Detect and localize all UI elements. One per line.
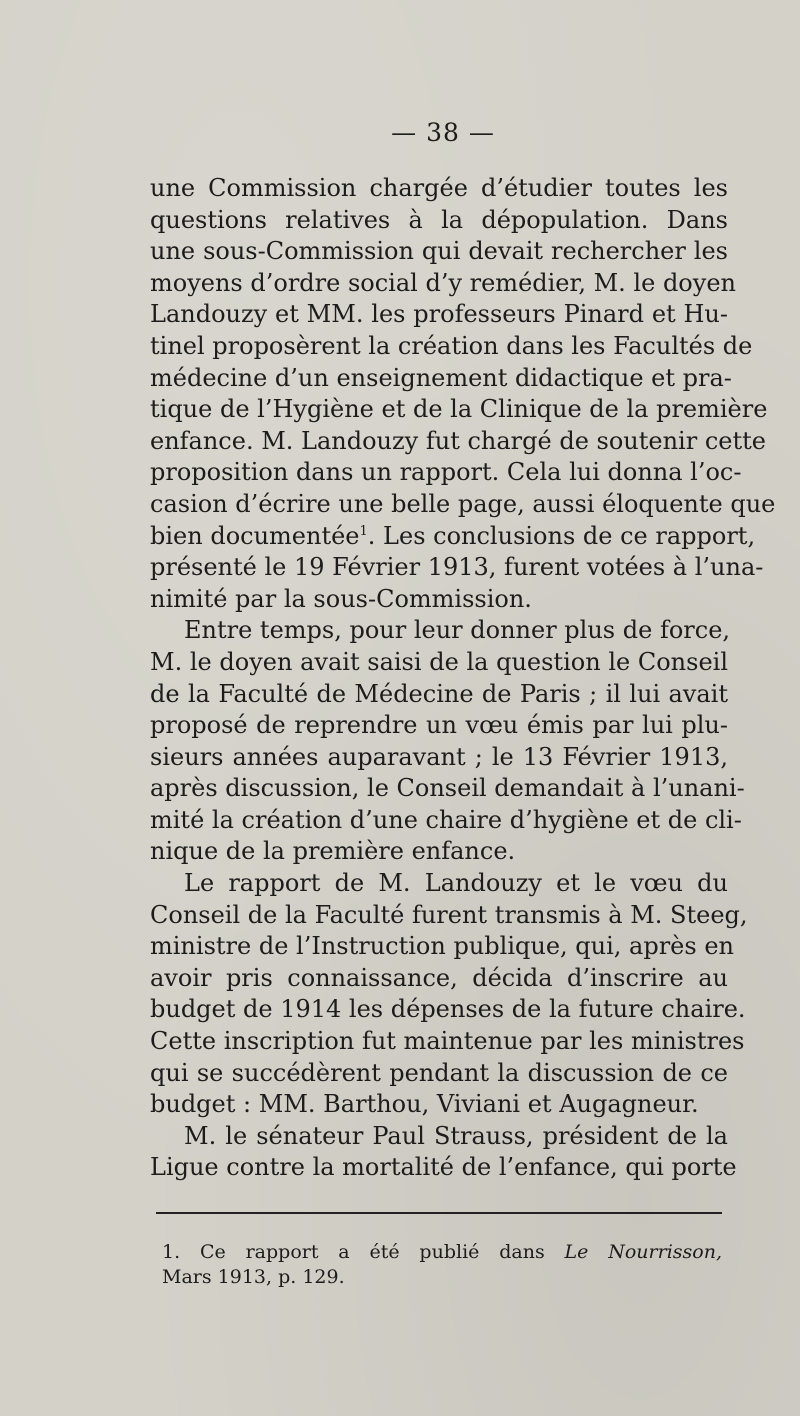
text-line: M. le doyen avait saisi de la question le Conseil: [150, 647, 728, 676]
text-line: Entre temps, pour leur donner plus de force,: [184, 616, 731, 645]
text-line: enfance. M. Landouzy fut chargé de soutenir cette: [150, 426, 766, 455]
text-line: casion d’écrire une belle page, aussi éloquente que: [150, 489, 776, 518]
text-line: présenté le 19 Février 1913, furent votées à l’una-: [150, 553, 764, 582]
paragraph: [150, 1121, 737, 1184]
text-line: tique de l’Hygiène et de la Clinique de la première: [150, 395, 768, 424]
footnote-marker: 1: [359, 523, 368, 539]
footnote-text: 1. Ce rapport a été publié dans: [162, 1241, 565, 1263]
text-line: sieurs années auparavant ; le 13 Février 1913,: [150, 742, 728, 771]
text-line: Cette inscription fut maintenue par les ministres: [150, 1027, 745, 1056]
text-line: Ligue contre la mortalité de l’enfance, qui porte: [150, 1153, 737, 1182]
text-line: nique de la première enfance.: [150, 837, 516, 866]
text-line: budget de 1914 les dépenses de la future chaire.: [150, 995, 746, 1024]
text-line: de la Faculté de Médecine de Paris ; il lui avait: [150, 679, 728, 708]
text-line: Le rapport de M. Landouzy et le vœu du: [184, 869, 728, 898]
text-line: M. le sénateur Paul Strauss, président de la: [184, 1121, 728, 1150]
text-line: après discussion, le Conseil demandait à l’unani-: [150, 774, 745, 803]
text-line: Conseil de la Faculté furent transmis à M. Steeg,: [150, 900, 748, 929]
book-page: [150, 118, 776, 1290]
text-line: ministre de l’Instruction publique, qui, après en: [150, 932, 734, 961]
text-line: questions relatives à la dépopulation. Dans: [150, 205, 728, 234]
footnote-line: Mars 1913, p. 129.: [162, 1266, 345, 1288]
text-line: moyens d’ordre social d’y remédier, M. le doyen: [150, 268, 736, 297]
body-text: [150, 173, 776, 1184]
footnote: [150, 1240, 722, 1290]
text-line: qui se succédèrent pendant la discussion de ce: [150, 1058, 728, 1087]
text-line: une Commission chargée d’étudier toutes les: [150, 174, 728, 202]
footnote-journal-title: Le Nourrisson,: [564, 1241, 722, 1263]
text-line: proposé de reprendre un vœu émis par lui plu-: [150, 711, 728, 740]
text-line: budget : MM. Barthou, Viviani et Augagneur.: [150, 1090, 699, 1119]
footnote-line: [162, 1240, 722, 1265]
paragraph: [150, 173, 776, 615]
page-number: — 38 —: [391, 118, 495, 147]
text-line: avoir pris connaissance, décida d’inscrire au: [150, 963, 728, 992]
paragraph: [150, 615, 745, 868]
text-line: bien documentée$^1$. Les conclusions de ce rapport,: [150, 521, 756, 550]
text-line: nimité par la sous-Commission.: [150, 584, 532, 613]
text-line: proposition dans un rapport. Cela lui donna l’oc-: [150, 458, 742, 487]
footnote-divider: [156, 1212, 722, 1214]
text-line: tinel proposèrent la création dans les Facultés de: [150, 331, 753, 360]
text-line: mité la création d’une chaire d’hygiène et de cli-: [150, 805, 742, 834]
text-line: Landouzy et MM. les professeurs Pinard et Hu-: [150, 300, 728, 329]
text-line: médecine d’un enseignement didactique et pra-: [150, 363, 732, 392]
text-line: une sous-Commission qui devait rechercher les: [150, 237, 728, 266]
paragraph: [150, 868, 748, 1121]
